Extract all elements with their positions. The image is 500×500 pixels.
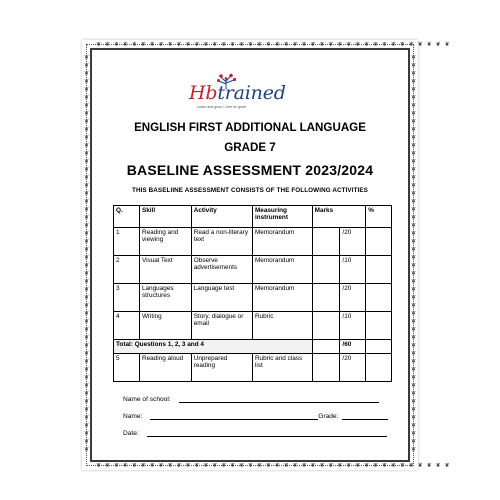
cell-score — [312, 228, 340, 256]
logo-text-main: Hb — [189, 82, 218, 104]
cell-marks: /10 — [340, 256, 366, 284]
table-row — [114, 256, 392, 284]
total-percent — [366, 340, 392, 354]
cell-skill: Languages structures — [139, 284, 191, 312]
cell-percent — [366, 228, 392, 256]
grade-label: Grade: — [318, 413, 339, 420]
subject-title: ENGLISH FIRST ADDITIONAL LANGUAGE — [134, 121, 366, 134]
table-row — [114, 354, 392, 382]
cell-q: 3 — [114, 284, 140, 312]
cell-score — [312, 312, 340, 340]
cell-activity: Unprepared reading — [191, 354, 252, 382]
cell-marks: /20 — [340, 228, 366, 256]
logo — [189, 73, 309, 113]
table-row — [114, 284, 392, 312]
header-skill: Skill — [139, 206, 191, 228]
cell-activity: Read a non-literary text — [191, 228, 252, 256]
cell-percent — [366, 256, 392, 284]
cell-activity: Language test — [191, 284, 252, 312]
cell-score — [312, 354, 340, 382]
header-activity: Activity — [191, 206, 252, 228]
table-total-row — [114, 340, 392, 354]
cell-skill: Reading and viewing — [139, 228, 191, 256]
date-field — [123, 429, 387, 437]
cell-q: 5 — [114, 354, 140, 382]
name-field — [123, 412, 388, 420]
school-label: Name of school: — [123, 396, 171, 403]
cell-instrument: Rubric — [252, 312, 312, 340]
cell-skill: Reading aloud — [139, 354, 191, 382]
logo-wordmark — [189, 82, 286, 104]
header-q: Q. — [114, 206, 140, 228]
assessment-title: BASELINE ASSESSMENT 2023/2024 — [126, 162, 374, 178]
cell-activity: Story, dialogue or email — [191, 312, 252, 340]
cell-percent — [366, 284, 392, 312]
cell-activity: Observe advertisements — [191, 256, 252, 284]
decorative-border-left: ❦ ❦ ❦ ❦ ❦ ❦ ❦ ❦ ❦ ❦ ❦ ❦ ❦ ❦ ❦ ❦ ❦ ❦ ❦ ❦ ❦ ❦ ❦ ❦ ❦ ❦ ❦ ❦ ❦ ❦ ❦ ❦ ❦ ❦ ❦ ❦ ❦ ❦ ❦ ❦ ❦ ❦ ❦ ❦ ❦ ❦ ❦ ❦ ❦ ❦ — [84, 54, 90, 453]
cell-skill: Visual Text — [139, 256, 191, 284]
school-input-line[interactable] — [179, 395, 379, 403]
total-score — [312, 340, 340, 354]
table-header-row — [114, 206, 392, 228]
cell-instrument: Memorandum — [252, 228, 312, 256]
cell-percent — [366, 354, 392, 382]
cell-skill: Writing — [139, 312, 191, 340]
table-row — [114, 312, 392, 340]
header-instrument: Measuring instrument — [252, 206, 312, 228]
cell-q: 1 — [114, 228, 140, 256]
decorative-border-top: ❦ ❦ ❦ ❦ ❦ ❦ ❦ ❦ ❦ ❦ ❦ ❦ ❦ ❦ ❦ ❦ ❦ ❦ ❦ ❦ ❦ ❦ ❦ ❦ ❦ ❦ ❦ ❦ ❦ ❦ ❦ ❦ ❦ ❦ ❦ ❦ ❦ ❦ ❦ ❦ — [96, 41, 451, 48]
document-page — [82, 40, 451, 470]
grade-title: GRADE 7 — [224, 141, 276, 154]
intro-text: THIS BASELIINE ASSESSMENT CONSISTS OF THE FOLLOWING ACTIVITIES — [132, 187, 368, 194]
cell-percent — [366, 312, 392, 340]
cell-marks: /20 — [340, 354, 366, 382]
cell-instrument: Memorandum — [252, 284, 312, 312]
date-label: Date: — [123, 430, 139, 437]
grade-input-line[interactable] — [342, 412, 388, 420]
cell-instrument: Rubric and class list — [252, 354, 312, 382]
assessment-table — [113, 205, 392, 382]
name-label: Name: — [123, 413, 143, 420]
decorative-border-right: ❦ ❦ ❦ ❦ ❦ ❦ ❦ ❦ ❦ ❦ ❦ ❦ ❦ ❦ ❦ ❦ ❦ ❦ ❦ ❦ ❦ ❦ ❦ ❦ ❦ ❦ ❦ ❦ ❦ ❦ ❦ ❦ ❦ ❦ ❦ ❦ ❦ ❦ ❦ ❦ ❦ ❦ ❦ ❦ ❦ ❦ ❦ ❦ ❦ ❦ — [410, 54, 416, 453]
cell-q: 2 — [114, 256, 140, 284]
name-input-line[interactable] — [150, 412, 318, 420]
date-input-line[interactable] — [147, 429, 387, 437]
cell-score — [312, 284, 340, 312]
decorative-border-bottom: ❦ ❦ ❦ ❦ ❦ ❦ ❦ ❦ ❦ ❦ ❦ ❦ ❦ ❦ ❦ ❦ ❦ ❦ ❦ ❦ ❦ ❦ ❦ ❦ ❦ ❦ ❦ ❦ ❦ ❦ ❦ ❦ ❦ ❦ ❦ ❦ ❦ ❦ ❦ ❦ — [96, 462, 451, 469]
header-percent: % — [366, 206, 392, 228]
cell-marks: /20 — [340, 284, 366, 312]
cell-score — [312, 256, 340, 284]
logo-tagline: Learn and grow / Leer en groei — [197, 105, 247, 109]
cell-q: 4 — [114, 312, 140, 340]
school-field — [123, 395, 379, 403]
cell-instrument: Memorandum — [252, 256, 312, 284]
total-marks: /60 — [340, 340, 366, 354]
total-label: Total: Questions 1, 2, 3 and 4 — [114, 340, 313, 354]
logo-text-accent: trained — [217, 82, 286, 104]
cell-marks: /10 — [340, 312, 366, 340]
table-row — [114, 228, 392, 256]
header-marks: Marks — [312, 206, 366, 228]
